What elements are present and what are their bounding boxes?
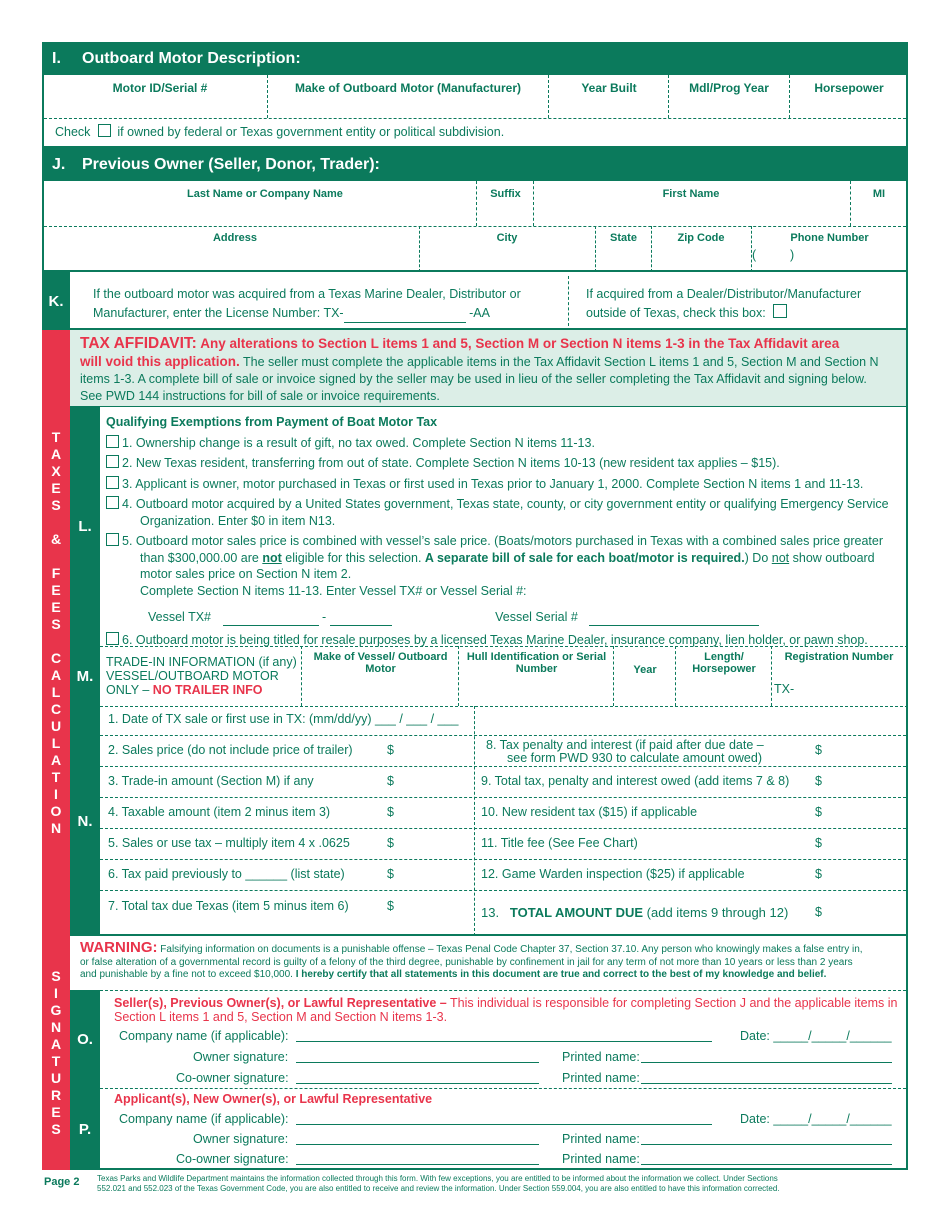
trade-in-line3: ONLY – [106, 683, 153, 697]
p-company-label: Company name (if applicable): [119, 1112, 289, 1126]
col-motor-id: Motor ID/Serial # [112, 81, 208, 95]
section-i-header [42, 42, 908, 75]
n-item-11: 11. Title fee (See Fee Chart) [481, 836, 638, 850]
tax-affidavit-text1: The seller must complete the applicable items in the Tax Affidavit Section L items 1 and 5, Section M and Section N [243, 355, 879, 369]
vessel-tx-field[interactable] [223, 613, 319, 626]
m-col-hull: Hull Identification or Serial Number [466, 651, 607, 675]
o-owner-label: Owner signature: [193, 1050, 289, 1064]
seller-heading-note2: Section L items 1 and 5, Section M and Section N items 1-3. [114, 1010, 448, 1024]
sidebar-letter: A [50, 667, 62, 683]
n-item-8 [486, 739, 764, 765]
sidebar-letter: N [50, 1019, 62, 1035]
col-first-name: First Name [662, 188, 720, 200]
o-company-field[interactable] [296, 1029, 712, 1042]
k-aa-suffix: -AA [469, 306, 490, 320]
tax-affidavit-title: TAX AFFIDAVIT: [80, 335, 197, 352]
sidebar-letter: U [50, 1070, 62, 1086]
check-label: Check [55, 125, 91, 139]
n-item-12-dollar: $ [815, 867, 822, 881]
section-j-number: J. [52, 155, 66, 173]
trade-in-line1: TRADE-IN INFORMATION (if any) [106, 655, 297, 669]
seller-heading: Seller(s), Previous Owner(s), or Lawful Representative – [114, 996, 447, 1010]
license-number-field[interactable] [344, 310, 466, 323]
exemption-5-bold: A separate bill of sale for each boat/motor is required. [424, 550, 745, 565]
col-last-name: Last Name or Company Name [187, 188, 343, 200]
warning-certify: I hereby certify that all statements in this document are true and correct to the best of my knowledge and belief. [295, 969, 827, 980]
sidebar-letter: A [50, 752, 62, 768]
n-item-13-text: (add items 9 through 12) [646, 905, 789, 920]
p-owner-signature-field[interactable] [296, 1132, 539, 1145]
tax-affidavit-text3: See PWD 144 instructions for bill of sale or invoice requirements. [80, 389, 440, 403]
n-item-2-dollar: $ [387, 743, 394, 757]
p-date[interactable]: Date: _____/_____/______ [740, 1112, 892, 1126]
sidebar-letter: S [51, 616, 61, 632]
tax-affidavit-text2: items 1-3. A complete bill of sale or invoice signed by the seller may be used in lieu of the seller completing the Tax Affidavit and signing below. [80, 372, 867, 386]
no-trailer-info: NO TRAILER INFO [152, 683, 263, 697]
trade-in-line2: VESSEL/OUTBOARD MOTOR [106, 669, 279, 683]
sidebar-letter: T [51, 429, 61, 445]
n-item-7-dollar: $ [387, 899, 394, 913]
sidebar-letter: S [51, 1121, 61, 1137]
sidebar-letter: U [50, 718, 62, 734]
seller-heading-note: This individual is responsible for completing Section J and the applicable items in [450, 996, 898, 1010]
p-printed-label: Printed name: [562, 1132, 640, 1146]
sidebar-letter: I [54, 985, 58, 1001]
applicant-heading: Applicant(s), New Owner(s), or Lawful Representative [114, 1092, 433, 1106]
m-col-registration: Registration Number [784, 651, 894, 663]
sidebar-letter: A [50, 1036, 62, 1052]
col-make: Make of Outboard Motor (Manufacturer) [294, 81, 521, 95]
footer-privacy-notice [97, 1174, 909, 1193]
exemption-1-text: 1. Ownership change is a result of gift, no tax owed. Complete Section N items 11-13. [122, 435, 595, 450]
sidebar-letter: C [50, 650, 62, 666]
col-phone: Phone Number [790, 232, 869, 244]
o-company-label: Company name (if applicable): [119, 1029, 289, 1043]
col-year-built: Year Built [581, 81, 637, 95]
taxes-fees-sidebar [42, 330, 70, 936]
n-item-7: 7. Total tax due Texas (item 5 minus item 6) [108, 899, 349, 913]
section-n-number: N. [70, 706, 100, 936]
footer-line2: 552.021 and 552.023 of the Texas Government Code, you are also entitled to receive and review the information. Under Section 559.004, you are also entitled to have this information corrected. [97, 1183, 780, 1193]
sidebar-letter: C [50, 701, 62, 717]
government-check-row [55, 124, 504, 139]
n-item-13-dollar: $ [815, 905, 822, 919]
sidebar-letter: O [50, 803, 62, 819]
sidebar-letter: X [51, 463, 61, 479]
warning-title: WARNING: [80, 939, 158, 956]
warning-line1: Falsifying information on documents is a punishable offense – Texas Penal Code Chapter 37, Section 37.10. Any person who knowingly makes a false entry in, [160, 944, 863, 955]
sidebar-letter: L [51, 735, 61, 751]
government-check-text: if owned by federal or Texas government entity or political subdivision. [117, 125, 505, 139]
section-i-number: I. [52, 49, 61, 67]
warning-line2: or false alteration of a governmental record is guilty of a felony of the third degree, punishable by confinement in jail for any term of not more than 10 years or less than 2 years [80, 956, 853, 968]
o-coowner-signature-field[interactable] [296, 1071, 539, 1084]
outside-texas-checkbox[interactable] [773, 304, 787, 318]
exemption-5-checkbox[interactable] [106, 533, 119, 546]
n-item-10-dollar: $ [815, 805, 822, 819]
sidebar-letter: R [50, 1087, 62, 1103]
exemption-1-checkbox[interactable] [106, 435, 119, 448]
o-date[interactable]: Date: _____/_____/______ [740, 1029, 892, 1043]
n-item-9: 9. Total tax, penalty and interest owed (add items 7 & 8) [481, 774, 790, 788]
o-printed-name-field[interactable] [641, 1050, 892, 1063]
government-checkbox[interactable] [98, 124, 111, 137]
warning-line3: and punishable by a fine not to exceed $10,000. [80, 969, 293, 980]
tax-affidavit-warning: Any alterations to Section L items 1 and 5, Section M or Section N items 1-3 in the Tax Affidavit area [200, 336, 840, 351]
exemption-5-line2d: show outboard [789, 550, 875, 565]
n-item-13-num: 13. [481, 905, 500, 920]
sidebar-letter: & [50, 531, 62, 547]
signatures-sidebar [42, 936, 70, 1170]
n-item-2: 2. Sales price (do not include price of trailer) [108, 743, 353, 757]
vessel-tx-dash: - [321, 610, 327, 624]
section-k-number: K. [42, 272, 70, 330]
k-outside-line2: outside of Texas, check this box: [586, 306, 766, 320]
n-item-3: 3. Trade-in amount (Section M) if any [108, 774, 314, 788]
section-l-number: L. [70, 406, 100, 646]
n-item-13 [481, 905, 788, 920]
m-col-make: Make of Vessel/ Outboard Motor [313, 651, 448, 675]
sidebar-letter: S [51, 968, 61, 984]
n-item-8-line2: see form PWD 930 to calculate amount owed) [507, 751, 762, 765]
p-coowner-signature-field[interactable] [296, 1152, 539, 1165]
exemptions-heading: Qualifying Exemptions from Payment of Boat Motor Tax [106, 415, 438, 429]
p-printed-label-2: Printed name: [562, 1152, 640, 1166]
sidebar-letter: T [51, 1053, 61, 1069]
sidebar-letter: N [50, 820, 62, 836]
sidebar-letter: E [51, 599, 61, 615]
o-coowner-printed-name-field[interactable] [641, 1071, 892, 1084]
k-dealer-line1: If the outboard motor was acquired from a Texas Marine Dealer, Distributor or [93, 287, 521, 301]
col-horsepower: Horsepower [814, 81, 884, 95]
n-item-10: 10. New resident tax ($15) if applicable [481, 805, 698, 819]
section-j-header [42, 148, 908, 181]
sidebar-letter: F [51, 565, 61, 581]
exemption-5-line3: motor sales price on Section N item 2. [140, 567, 352, 581]
o-printed-label: Printed name: [562, 1050, 640, 1064]
n-item-13-total: TOTAL AMOUNT DUE [509, 905, 644, 920]
p-coowner-label: Co-owner signature: [176, 1152, 289, 1166]
sidebar-letter [54, 514, 58, 531]
phone-open-paren: ( [752, 248, 757, 262]
col-zip: Zip Code [677, 232, 725, 244]
n-item-3-dollar: $ [387, 774, 394, 788]
exemption-4-text2: Organization. Enter $0 in item N13. [140, 513, 336, 528]
exemption-5-line2b: eligible for this selection. [281, 550, 425, 565]
sidebar-letter: G [50, 1002, 62, 1018]
exemption-2-checkbox[interactable] [106, 455, 119, 468]
sidebar-letter: E [51, 1104, 61, 1120]
o-printed-label-2: Printed name: [562, 1071, 640, 1085]
m-tx-prefix: TX- [774, 682, 795, 696]
section-j-title: Previous Owner (Seller, Donor, Trader): [82, 155, 380, 173]
exemption-3-checkbox[interactable] [106, 476, 119, 489]
footer-line1: Texas Parks and Wildlife Department maintains the information collected through this form. With few exceptions, you are entitled to be informed about the information we collect. Under Sections [97, 1174, 778, 1183]
section-o-number: O. [70, 990, 100, 1088]
sidebar-letter [54, 633, 58, 650]
o-coowner-label: Co-owner signature: [176, 1071, 289, 1085]
exemption-2-text: 2. New Texas resident, transferring from out of state. Complete Section N items 10-13 (new resident tax applies – $15). [122, 456, 780, 470]
p-printed-name-field[interactable] [641, 1132, 892, 1145]
tax-affidavit-text [80, 335, 906, 405]
section-p-number: P. [70, 1088, 100, 1170]
n-item-6: 6. Tax paid previously to ______ (list state) [108, 867, 345, 881]
n-item-4: 4. Taxable amount (item 2 minus item 3) [108, 805, 331, 819]
section-i-title: Outboard Motor Description: [82, 49, 301, 67]
k-dealer-text [93, 285, 521, 323]
n-item-11-dollar: $ [815, 836, 822, 850]
phone-close-paren: ) [790, 248, 795, 262]
exemption-5-line2c: ) Do [744, 550, 772, 565]
n-item-8-line1: 8. Tax penalty and interest (if paid after due date – [486, 738, 764, 752]
exemption-5-text: 5. Outboard motor sales price is combined with vessel’s sale price. (Boats/motors purchased in Texas with a combined sales price greater [122, 534, 884, 548]
sidebar-letter: E [51, 480, 61, 496]
n-item-12: 12. Game Warden inspection ($25) if applicable [481, 867, 745, 881]
exemption-5-not2: not [771, 550, 790, 565]
page-number: Page 2 [44, 1176, 80, 1188]
sidebar-letter: A [50, 446, 62, 462]
section-o-heading [114, 996, 904, 1024]
warning-text [80, 939, 906, 982]
n-item-4-dollar: $ [387, 805, 394, 819]
n-item-5-dollar: $ [387, 836, 394, 850]
n-item-8-dollar: $ [815, 743, 822, 757]
k-outside-text [586, 285, 861, 323]
col-state: State [610, 232, 637, 244]
exemption-5-line2a: than $300,000.00 are [140, 550, 263, 565]
k-outside-line1: If acquired from a Dealer/Distributor/Manufacturer [586, 287, 862, 301]
col-suffix: Suffix [490, 188, 521, 200]
col-mi: MI [872, 188, 886, 200]
col-city: City [496, 232, 518, 244]
exemption-4-text: 4. Outboard motor acquired by a United States government, Texas state, county, or city government entity or qualifying Emergency Service [122, 497, 889, 511]
vessel-tx-label: Vessel TX# [148, 610, 212, 624]
exemption-5-line4: Complete Section N items 11-13. Enter Vessel TX# or Vessel Serial #: [140, 583, 527, 598]
exemption-5-not: not [262, 550, 282, 565]
col-mdl-prog-year: Mdl/Prog Year [689, 81, 769, 95]
sidebar-letter: T [51, 769, 61, 785]
n-item-1: 1. Date of TX sale or first use in TX: (mm/dd/yy) ___ / ___ / ___ [108, 712, 459, 726]
section-l-content [106, 414, 904, 648]
trade-in-label [106, 655, 297, 697]
exemption-4-checkbox[interactable] [106, 496, 119, 509]
sidebar-letter: I [54, 786, 58, 802]
exemption-6-checkbox[interactable] [106, 632, 119, 645]
section-m-number: M. [70, 646, 100, 706]
k-dealer-line2: Manufacturer, enter the License Number: TX- [93, 306, 344, 320]
exemption-6-text: 6. Outboard motor is being titled for resale purposes by a licensed Texas Marine Dealer, insurance company, lien holder, or pawn shop. [122, 632, 868, 647]
p-owner-label: Owner signature: [193, 1132, 289, 1146]
tax-affidavit-warning2: will void this application. [80, 354, 240, 369]
sidebar-letter [54, 548, 58, 565]
col-address: Address [212, 232, 258, 244]
m-col-length: Length/ Horsepower [692, 651, 756, 675]
sidebar-letter: S [51, 497, 61, 513]
sidebar-letter: E [51, 582, 61, 598]
exemption-3-text: 3. Applicant is owner, motor purchased in Texas or first used in Texas prior to January 1, 2000. Complete Section N items 1 and 11-13. [122, 476, 864, 491]
n-item-5: 5. Sales or use tax – multiply item 4 x .0625 [108, 836, 350, 850]
vessel-tx-field-2[interactable] [330, 613, 392, 626]
p-company-field[interactable] [296, 1112, 712, 1125]
vessel-serial-label: Vessel Serial # [495, 610, 578, 624]
o-owner-signature-field[interactable] [296, 1050, 539, 1063]
sidebar-letter: L [51, 684, 61, 700]
vessel-serial-field[interactable] [589, 613, 759, 626]
m-col-year: Year [633, 664, 657, 676]
n-item-9-dollar: $ [815, 774, 822, 788]
p-coowner-printed-name-field[interactable] [641, 1152, 892, 1165]
n-item-6-dollar: $ [387, 867, 394, 881]
